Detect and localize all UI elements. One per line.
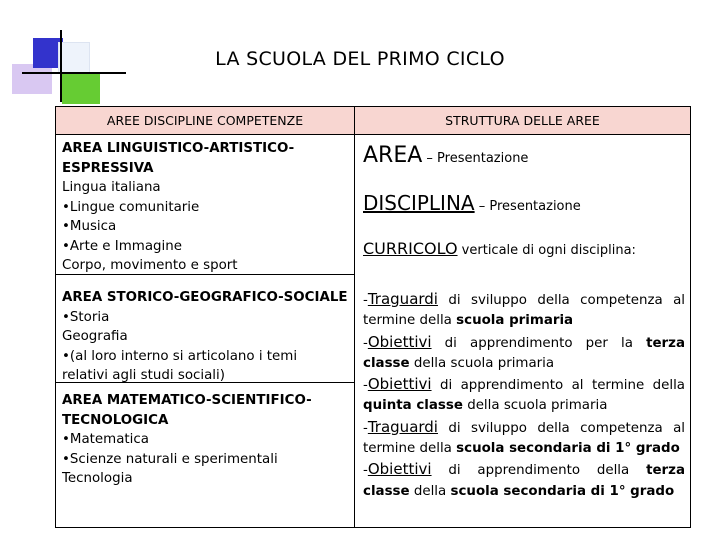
item-key: Traguardi	[367, 290, 438, 308]
area-linguistica-cell	[62, 139, 350, 276]
item-key: Traguardi	[367, 417, 438, 436]
decor-square-green	[62, 74, 100, 104]
content-table	[55, 106, 691, 528]
area-title-line: AREA LINGUISTICO-ARTISTICO-	[62, 141, 295, 156]
curricolo-item: -Traguardi di sviluppo della competenza al termine della scuola primaria	[363, 290, 685, 329]
discipline-item: •(al loro interno si articolano i temi	[62, 348, 298, 364]
curricolo-rest: verticale di ogni disciplina:	[457, 243, 636, 258]
area-title-line: TECNOLOGICA	[62, 412, 169, 428]
discipline-item: •Lingue comunitarie	[62, 199, 200, 215]
curricolo-line	[363, 239, 636, 258]
area-storica-cell	[62, 288, 350, 386]
decor-horizontal-line	[22, 72, 126, 74]
discipline-item: •Storia	[62, 309, 110, 325]
area-title-line: AREA STORICO-GEOGRAFICO-SOCIALE	[62, 290, 348, 305]
curricolo-items	[363, 289, 685, 502]
header-aree-discipline: AREE DISCIPLINE COMPETENZE	[56, 107, 354, 135]
item-key: Obiettivi	[367, 460, 432, 479]
discipline-item: Geografia	[62, 329, 128, 344]
item-key: Obiettivi	[367, 332, 432, 351]
curricolo-item: -Obiettivi di apprendimento al termine della quinta classe della scuola primaria	[363, 375, 685, 414]
area-word: AREA	[363, 143, 423, 168]
disciplina-presentazione: – Presentazione	[474, 199, 581, 214]
area-matematica-cell	[62, 391, 350, 489]
discipline-item: relativi agli studi sociali)	[62, 368, 225, 383]
discipline-item: •Arte e Immagine	[62, 238, 182, 254]
column-divider	[354, 107, 355, 527]
discipline-item: •Scienze naturali e sperimentali	[62, 451, 278, 467]
slide-title: LA SCUOLA DEL PRIMO CICLO	[215, 48, 505, 70]
area-title-line: AREA MATEMATICO-SCIENTIFICO-	[62, 393, 312, 408]
discipline-item: Corpo, movimento e sport	[62, 258, 238, 273]
discipline-item: •Musica	[62, 219, 117, 234]
area-presentazione: – Presentazione	[422, 151, 529, 166]
curricolo-word: CURRICOLO	[363, 239, 458, 258]
item-key: Obiettivi	[367, 375, 432, 394]
disciplina-word: DISCIPLINA	[363, 191, 475, 215]
discipline-item: Tecnologia	[62, 471, 133, 486]
curricolo-item: -Traguardi di sviluppo della competenza al termine della scuola secondaria di 1° grado	[363, 417, 685, 457]
area-line	[363, 143, 528, 168]
curricolo-item: -Obiettivi di apprendimento per la terza classe della scuola primaria	[363, 332, 685, 371]
discipline-item: Lingua italiana	[62, 180, 161, 195]
area-title-line: ESPRESSIVA	[62, 160, 154, 176]
header-struttura-aree: STRUTTURA DELLE AREE	[355, 107, 690, 135]
discipline-item: •Matematica	[62, 432, 149, 447]
curricolo-item: -Obiettivi di apprendimento della terza classe della scuola secondaria di 1° grado	[363, 460, 685, 499]
disciplina-line	[363, 191, 581, 215]
